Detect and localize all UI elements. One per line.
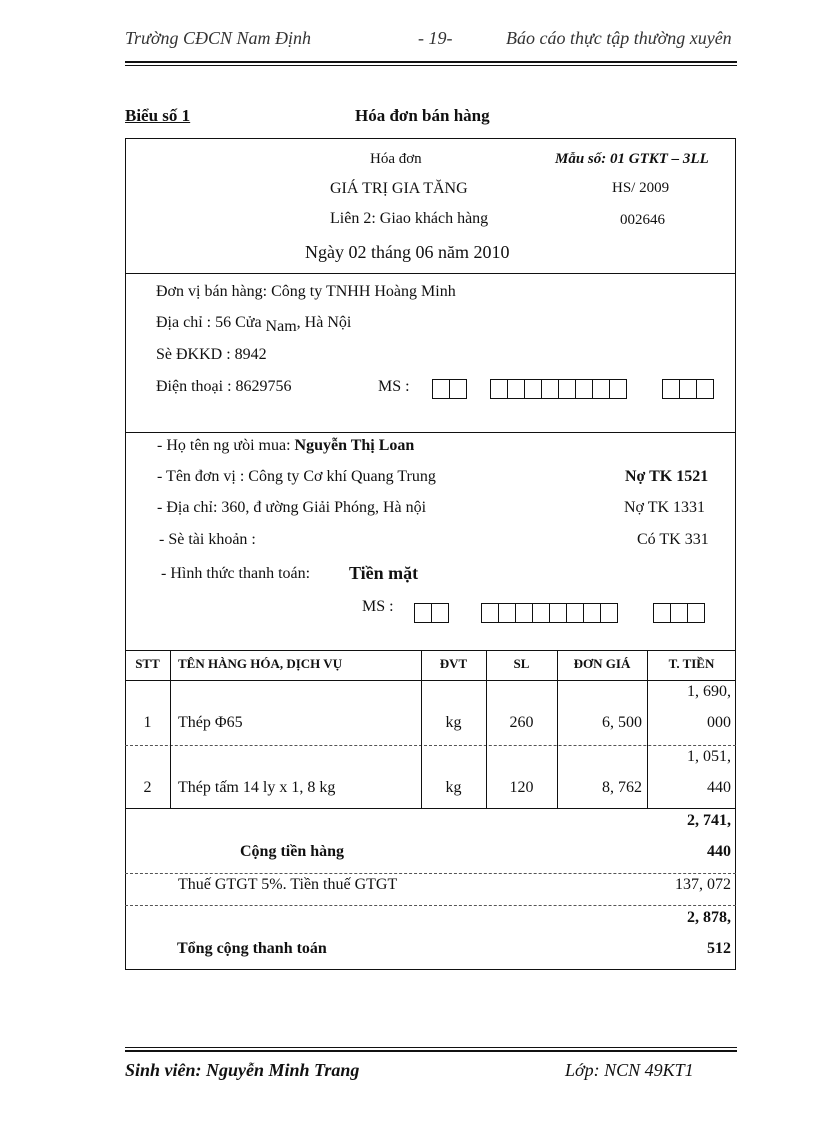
invoice-date: Ngày 02 tháng 06 năm 2010	[305, 242, 510, 262]
row-1-stt: 1	[143, 714, 152, 731]
debit-account-2: Nợ TK 1331	[624, 499, 706, 516]
vat-value: 137, 072	[675, 876, 731, 893]
totals-divider	[125, 873, 736, 874]
footer-rule-thin	[125, 1047, 737, 1048]
invoice-kind-vat: GIÁ TRỊ GIA TĂNG	[330, 180, 468, 197]
row-1-price: 6, 500	[602, 714, 642, 731]
grand-total-part1: 2, 878,	[687, 909, 731, 926]
grand-total-part2: 512	[707, 940, 731, 957]
row-2-total-part2: 440	[707, 779, 731, 796]
buyer-ms-boxes-1	[415, 603, 449, 623]
row-2-price: 8, 762	[602, 779, 642, 796]
form-label: Biểu số 1	[125, 106, 191, 125]
seller-address-part2: Nam	[265, 318, 297, 335]
payment-method-value: Tiền mặt	[349, 563, 419, 583]
header-rule-thin	[125, 65, 737, 66]
grand-total-label: Tổng cộng thanh toán	[177, 940, 327, 957]
payment-method-label: - Hình thức thanh toán:	[161, 565, 311, 582]
row-1-qty: 260	[509, 714, 534, 731]
school-name: Trường CĐCN Nam Định	[125, 28, 311, 48]
row-2-qty: 120	[509, 779, 534, 796]
invoice-series: HS/ 2009	[612, 180, 670, 196]
row-2-unit: kg	[445, 779, 462, 796]
class-name: Lớp: NCN 49KT1	[565, 1060, 694, 1080]
buyer-unit: - Tên đơn vị : Công ty Cơ khí Quang Trung	[157, 468, 436, 485]
buyer-ms-label: MS :	[362, 598, 394, 615]
table-row-divider	[125, 745, 736, 746]
footer-rule	[125, 1050, 737, 1052]
subtotal-part2: 440	[707, 843, 731, 860]
seller-ms-boxes-2	[491, 379, 627, 399]
form-title: Hóa đơn bán hàng	[355, 106, 490, 125]
section-divider	[125, 273, 736, 274]
student-name: Sinh viên: Nguyễn Minh Trang	[125, 1060, 360, 1080]
row-2-name: Thép tấm 14 ly x 1, 8 kg	[178, 779, 336, 796]
seller-address	[156, 314, 352, 335]
col-header-qty: SL	[513, 656, 530, 671]
table-bottom-rule	[125, 808, 736, 809]
buyer-account: - Sè tài khoản :	[159, 531, 256, 548]
table-top-rule	[125, 650, 736, 651]
seller-address-part3: , Hà Nội	[296, 314, 352, 331]
subtotal-label: Cộng tiền hàng	[240, 843, 345, 860]
col-divider	[170, 650, 171, 808]
totals-divider	[125, 905, 736, 906]
header-rule	[125, 61, 737, 63]
buyer-name-label: - Họ tên ng ưòi mua:	[157, 437, 295, 454]
row-2-total-part1: 1, 051,	[687, 748, 731, 765]
seller-unit: Đơn vị bán hàng: Công ty TNHH Hoàng Minh	[156, 283, 456, 300]
vat-label: Thuế GTGT 5%. Tiền thuế GTGT	[178, 876, 398, 893]
subtotal-part1: 2, 741,	[687, 812, 731, 829]
col-header-unit: ĐVT	[439, 656, 468, 671]
invoice-number: 002646	[620, 212, 665, 228]
col-header-price: ĐƠN GIÁ	[573, 656, 631, 671]
page-number: - 19-	[418, 28, 453, 48]
seller-phone: Điện thoại : 8629756	[156, 378, 292, 395]
debit-account-1: Nợ TK 1521	[625, 468, 709, 485]
seller-reg: Sè ĐKKD : 8942	[156, 346, 267, 363]
buyer-address: - Địa chỉ: 360, đ ường Giải Phóng, Hà nội	[157, 499, 427, 516]
invoice-kind: Hóa đơn	[370, 151, 422, 167]
row-1-name: Thép Φ65	[178, 714, 243, 731]
credit-account: Có TK 331	[637, 531, 709, 548]
invoice-copy: Liên 2: Giao khách hàng	[330, 210, 489, 227]
row-1-total-part1: 1, 690,	[687, 683, 731, 700]
buyer-name-value: Nguyễn Thị Loan	[294, 437, 415, 454]
buyer-ms-boxes-2	[482, 603, 618, 623]
col-header-name: TÊN HÀNG HÓA, DỊCH VỤ	[178, 656, 343, 671]
row-2-stt: 2	[143, 779, 152, 796]
table-header-rule	[125, 680, 736, 681]
row-1-total-part2: 000	[707, 714, 731, 731]
buyer-ms-boxes-3	[654, 603, 705, 623]
seller-ms-boxes-3	[663, 379, 714, 399]
report-title: Báo cáo thực tập thường xuyên	[506, 28, 732, 48]
section-divider	[125, 432, 736, 433]
seller-address-part1: Địa chỉ : 56 Cửa	[156, 314, 266, 331]
seller-ms-label: MS :	[378, 378, 410, 395]
row-1-unit: kg	[445, 714, 462, 731]
col-header-total: T. TIỀN	[668, 656, 715, 671]
col-header-stt: STT	[135, 656, 160, 671]
seller-ms-boxes-1	[433, 379, 467, 399]
buyer-name	[157, 437, 414, 455]
invoice-form-no: Mẫu số: 01 GTKT – 3LL	[555, 151, 709, 167]
